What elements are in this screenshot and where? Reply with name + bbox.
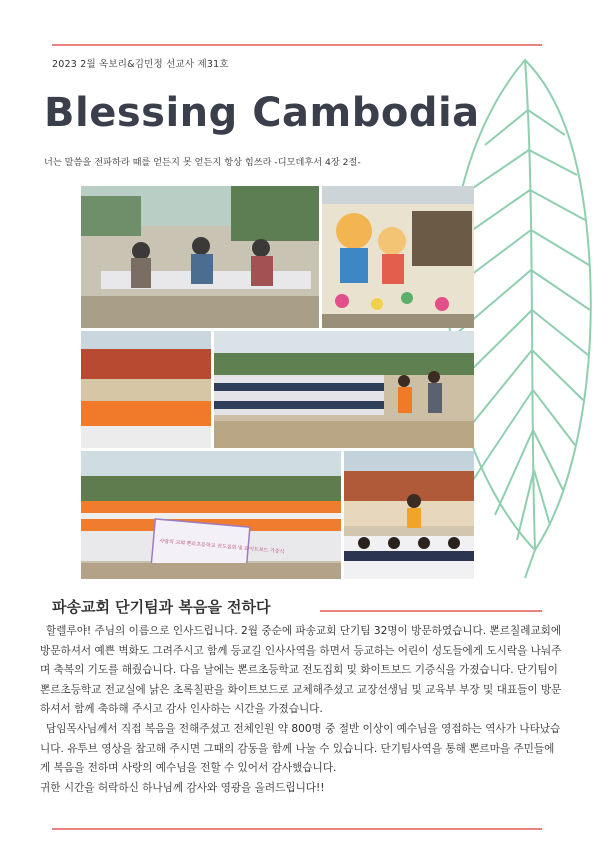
photo-school-assembly: [214, 331, 474, 448]
article-paragraph: 귀한 시간을 허락하신 하나님께 감사와 영광을 올려드립니다!!: [40, 781, 325, 794]
article-heading: 파송교회 단기팀과 복음을 전하다: [52, 598, 271, 616]
section-rule: [320, 610, 542, 612]
photo-painted-mural: [322, 186, 474, 328]
article-paragraph: 할렐루야! 주님의 이름으로 인사드립니다. 2월 중순에 파송교회 단기팀 32명이 방문하였습니다. 뽄르칠례교회에 방문하셔서 예쁜 벽화도 그려주시고 함께 등교길 인사사역을 하면서 등교하는 어린이 성도들에게 도시락을 나눠주며 축복의 기도를 해줬습니다. 다음 날에는 뽄르초등학교 전도집회 및 화이트보드 기증식을 가졌습니다. 단기팀이 뽄르초등학교 전교실에 낡은 초록칠판을 화이트보드로 교체해주셨고 교장선생님 및 교육부 부장 및 대표들이 방문하셔서 함께 축하해 주시고 감사 인사하는 시간을 가졌습니다.: [40, 625, 562, 716]
issue-label: 2023 2월 옥보리&김민정 선교사 제31호: [52, 59, 229, 70]
photo-group-banner: [81, 451, 341, 579]
photo-food-table: [81, 186, 319, 328]
article-body: [40, 622, 562, 798]
photo-children-playing: [344, 451, 474, 579]
newsletter-title: Blessing Cambodia: [44, 90, 480, 136]
banner-text: 사랑의 교회 뽄르초등학교 전도집회 및 화이트보드 기증식: [159, 538, 285, 556]
top-rule: [52, 44, 542, 46]
photo-team-orange-shirts: [81, 331, 211, 448]
article-paragraph: 담임목사님께서 직접 복음을 전해주셨고 전체인원 약 800명 중 절반 이상이 예수님을 영접하는 역사가 나타났습니다. 유투브 영상을 참고해 주시면 그때의 감동을 함께 나눌 수 있습니다. 단기팀사역을 통해 뽄르마을 주민들에게 복음을 전하며 사랑의 예수님을 전할 수 있어서 감사했습니다.: [40, 722, 561, 775]
bible-verse: 너는 말씀을 전파하라 때를 얻든지 못 얻든지 항상 힘쓰라 -디모데후서 4장 2절-: [44, 157, 361, 168]
bottom-rule: [52, 828, 542, 830]
